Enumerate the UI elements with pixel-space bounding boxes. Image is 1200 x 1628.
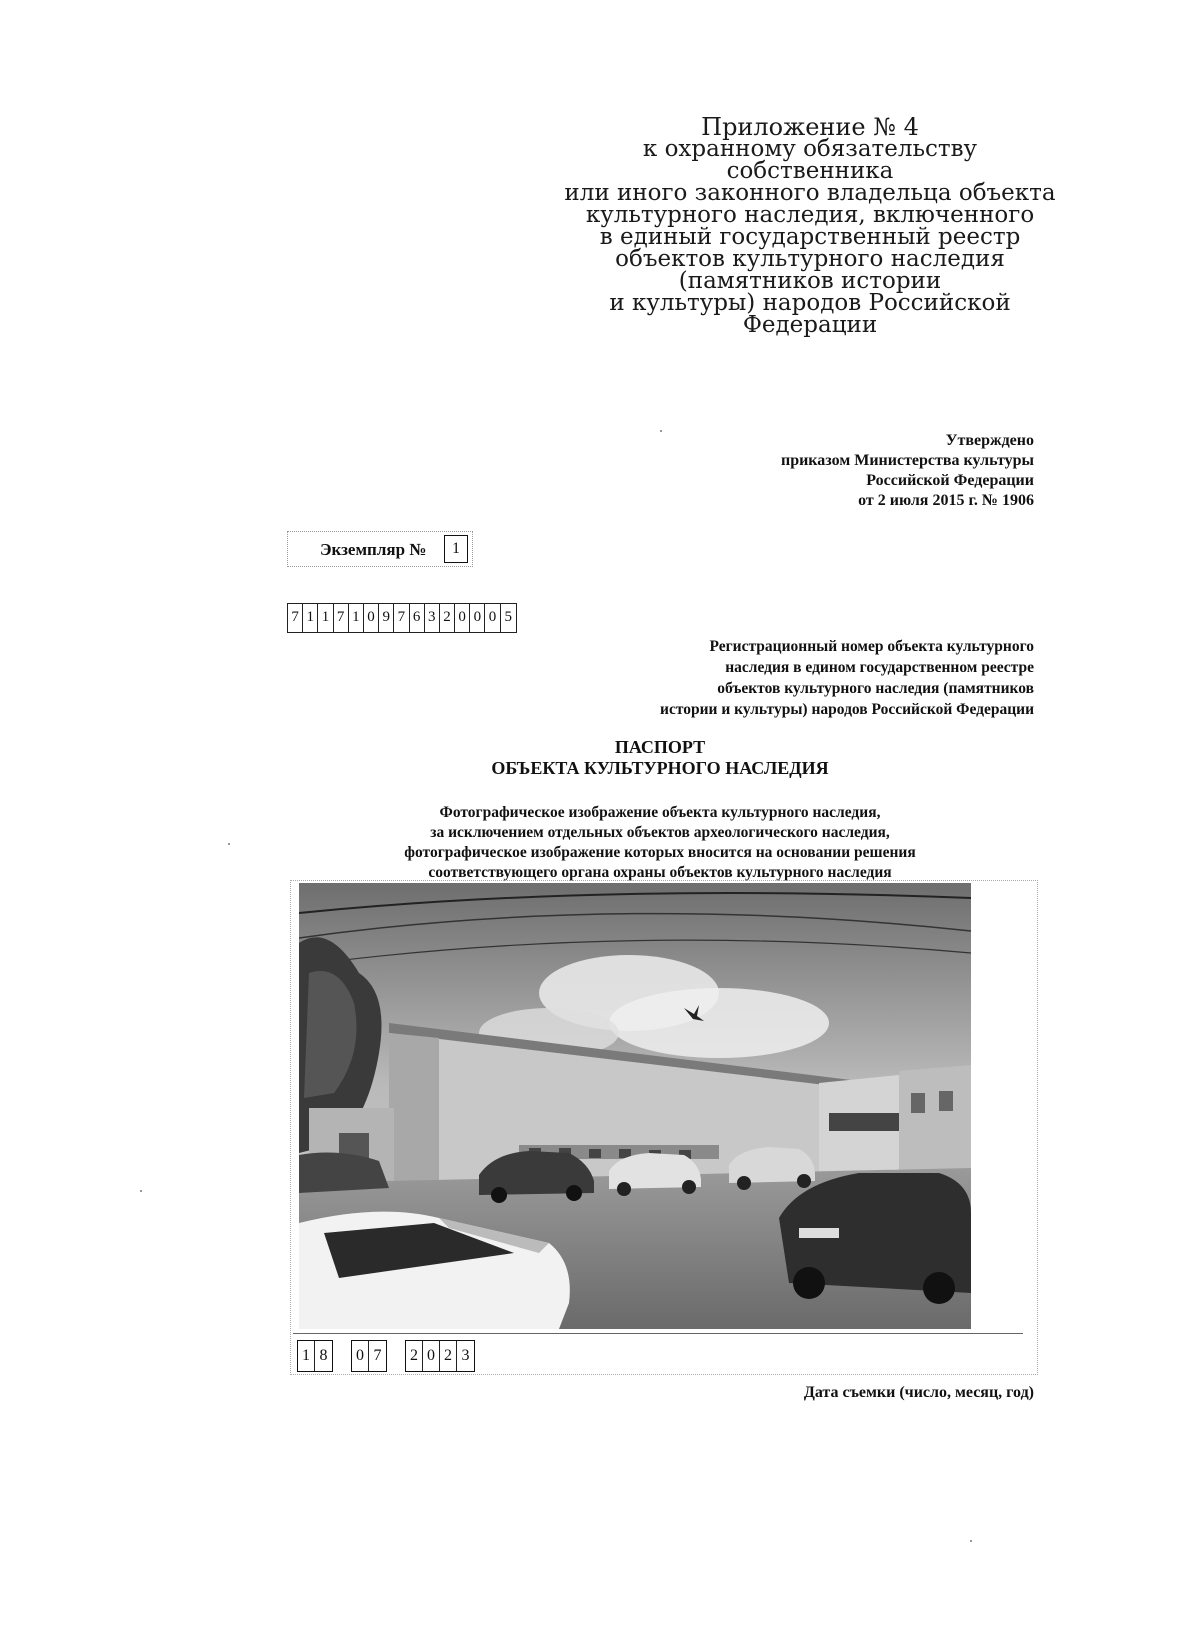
scan-speck [228, 843, 230, 845]
appendix-line: в единый государственный реестр [599, 224, 1021, 250]
shooting-date-caption: Дата съемки (число, месяц, год) [803, 1384, 1034, 1401]
registration-caption-line: наследия в едином государственном реестре [725, 659, 1034, 676]
appendix-line: Федерации [742, 312, 878, 338]
photo-caption-line: соответствующего органа охраны объектов культурного наследия [428, 864, 892, 881]
registration-digit: 0 [470, 604, 485, 632]
appendix-line: или иного законного владельца объекта [564, 180, 1056, 206]
date-digit: 2 [406, 1341, 423, 1371]
photo-frame [290, 880, 1038, 1375]
date-digit: 1 [298, 1341, 315, 1371]
registration-digit: 6 [410, 604, 425, 632]
approval-line: Утверждено [945, 432, 1034, 449]
registration-digit: 0 [364, 604, 379, 632]
registration-digit: 1 [318, 604, 333, 632]
date-digit: 2 [440, 1341, 457, 1371]
shooting-date-year [405, 1340, 475, 1372]
appendix-line: культурного наследия, включенного [585, 202, 1035, 228]
registration-digit: 2 [440, 604, 455, 632]
copy-number: 1 [444, 535, 468, 563]
shooting-date-day [297, 1340, 333, 1372]
registration-digit: 1 [349, 604, 364, 632]
passport-title-line: ПАСПОРТ [614, 737, 706, 757]
passport-title [280, 737, 1040, 779]
date-digit: 7 [373, 1347, 382, 1364]
registration-digit: 0 [485, 604, 500, 632]
appendix-line: собственника [726, 158, 894, 184]
appendix-line: Приложение № 4 [701, 113, 919, 141]
registration-caption [660, 636, 1034, 720]
registration-digit: 1 [303, 604, 318, 632]
registration-digit: 7 [288, 604, 303, 632]
registration-digit: 7 [334, 604, 349, 632]
date-digit: 8 [319, 1347, 328, 1364]
date-digit: 3 [461, 1347, 470, 1364]
building-photo [299, 883, 971, 1329]
approval-line: приказом Министерства культуры [780, 452, 1034, 469]
date-digit: 0 [352, 1341, 369, 1371]
registration-digit: 9 [379, 604, 394, 632]
scan-speck [660, 430, 662, 432]
appendix-line: (памятников истории [678, 268, 942, 294]
appendix-line: объектов культурного наследия [615, 246, 1005, 272]
registration-digit: 5 [504, 609, 512, 625]
photo-caption-line: фотографическое изображение которых вносится на основании решения [404, 844, 916, 861]
copy-number-box [287, 531, 473, 567]
approval-line: Российской Федерации [866, 472, 1034, 489]
registration-digit: 7 [394, 604, 409, 632]
scan-speck [970, 1540, 972, 1542]
photo-caption-line: Фотографическое изображение объекта культурного наследия, [439, 804, 881, 821]
registration-number [287, 603, 517, 633]
appendix-line: и культуры) народов Российской [609, 290, 1011, 316]
date-digit: 0 [423, 1341, 440, 1371]
registration-digit: 3 [425, 604, 440, 632]
building-photo-illustration [299, 883, 971, 1329]
approval-block [781, 431, 1034, 511]
approval-line: от 2 июля 2015 г. № 1906 [858, 492, 1034, 509]
registration-caption-line: Регистрационный номер объекта культурного [709, 638, 1034, 655]
appendix-heading [560, 113, 1060, 338]
photo-caption [280, 803, 1040, 883]
registration-caption-line: объектов культурного наследия (памятников [717, 680, 1034, 697]
shooting-date-month [351, 1340, 387, 1372]
passport-title-line: ОБЪЕКТА КУЛЬТУРНОГО НАСЛЕДИЯ [491, 758, 829, 778]
copy-label: Экземпляр № [320, 540, 427, 559]
registration-caption-line: истории и культуры) народов Российской Федерации [660, 701, 1034, 718]
shooting-date-row [293, 1333, 1023, 1372]
scan-speck [140, 1190, 142, 1192]
registration-digit: 0 [455, 604, 470, 632]
photo-caption-line: за исключением отдельных объектов археологического наследия, [430, 824, 890, 841]
appendix-line: к охранному обязательству [642, 136, 978, 162]
